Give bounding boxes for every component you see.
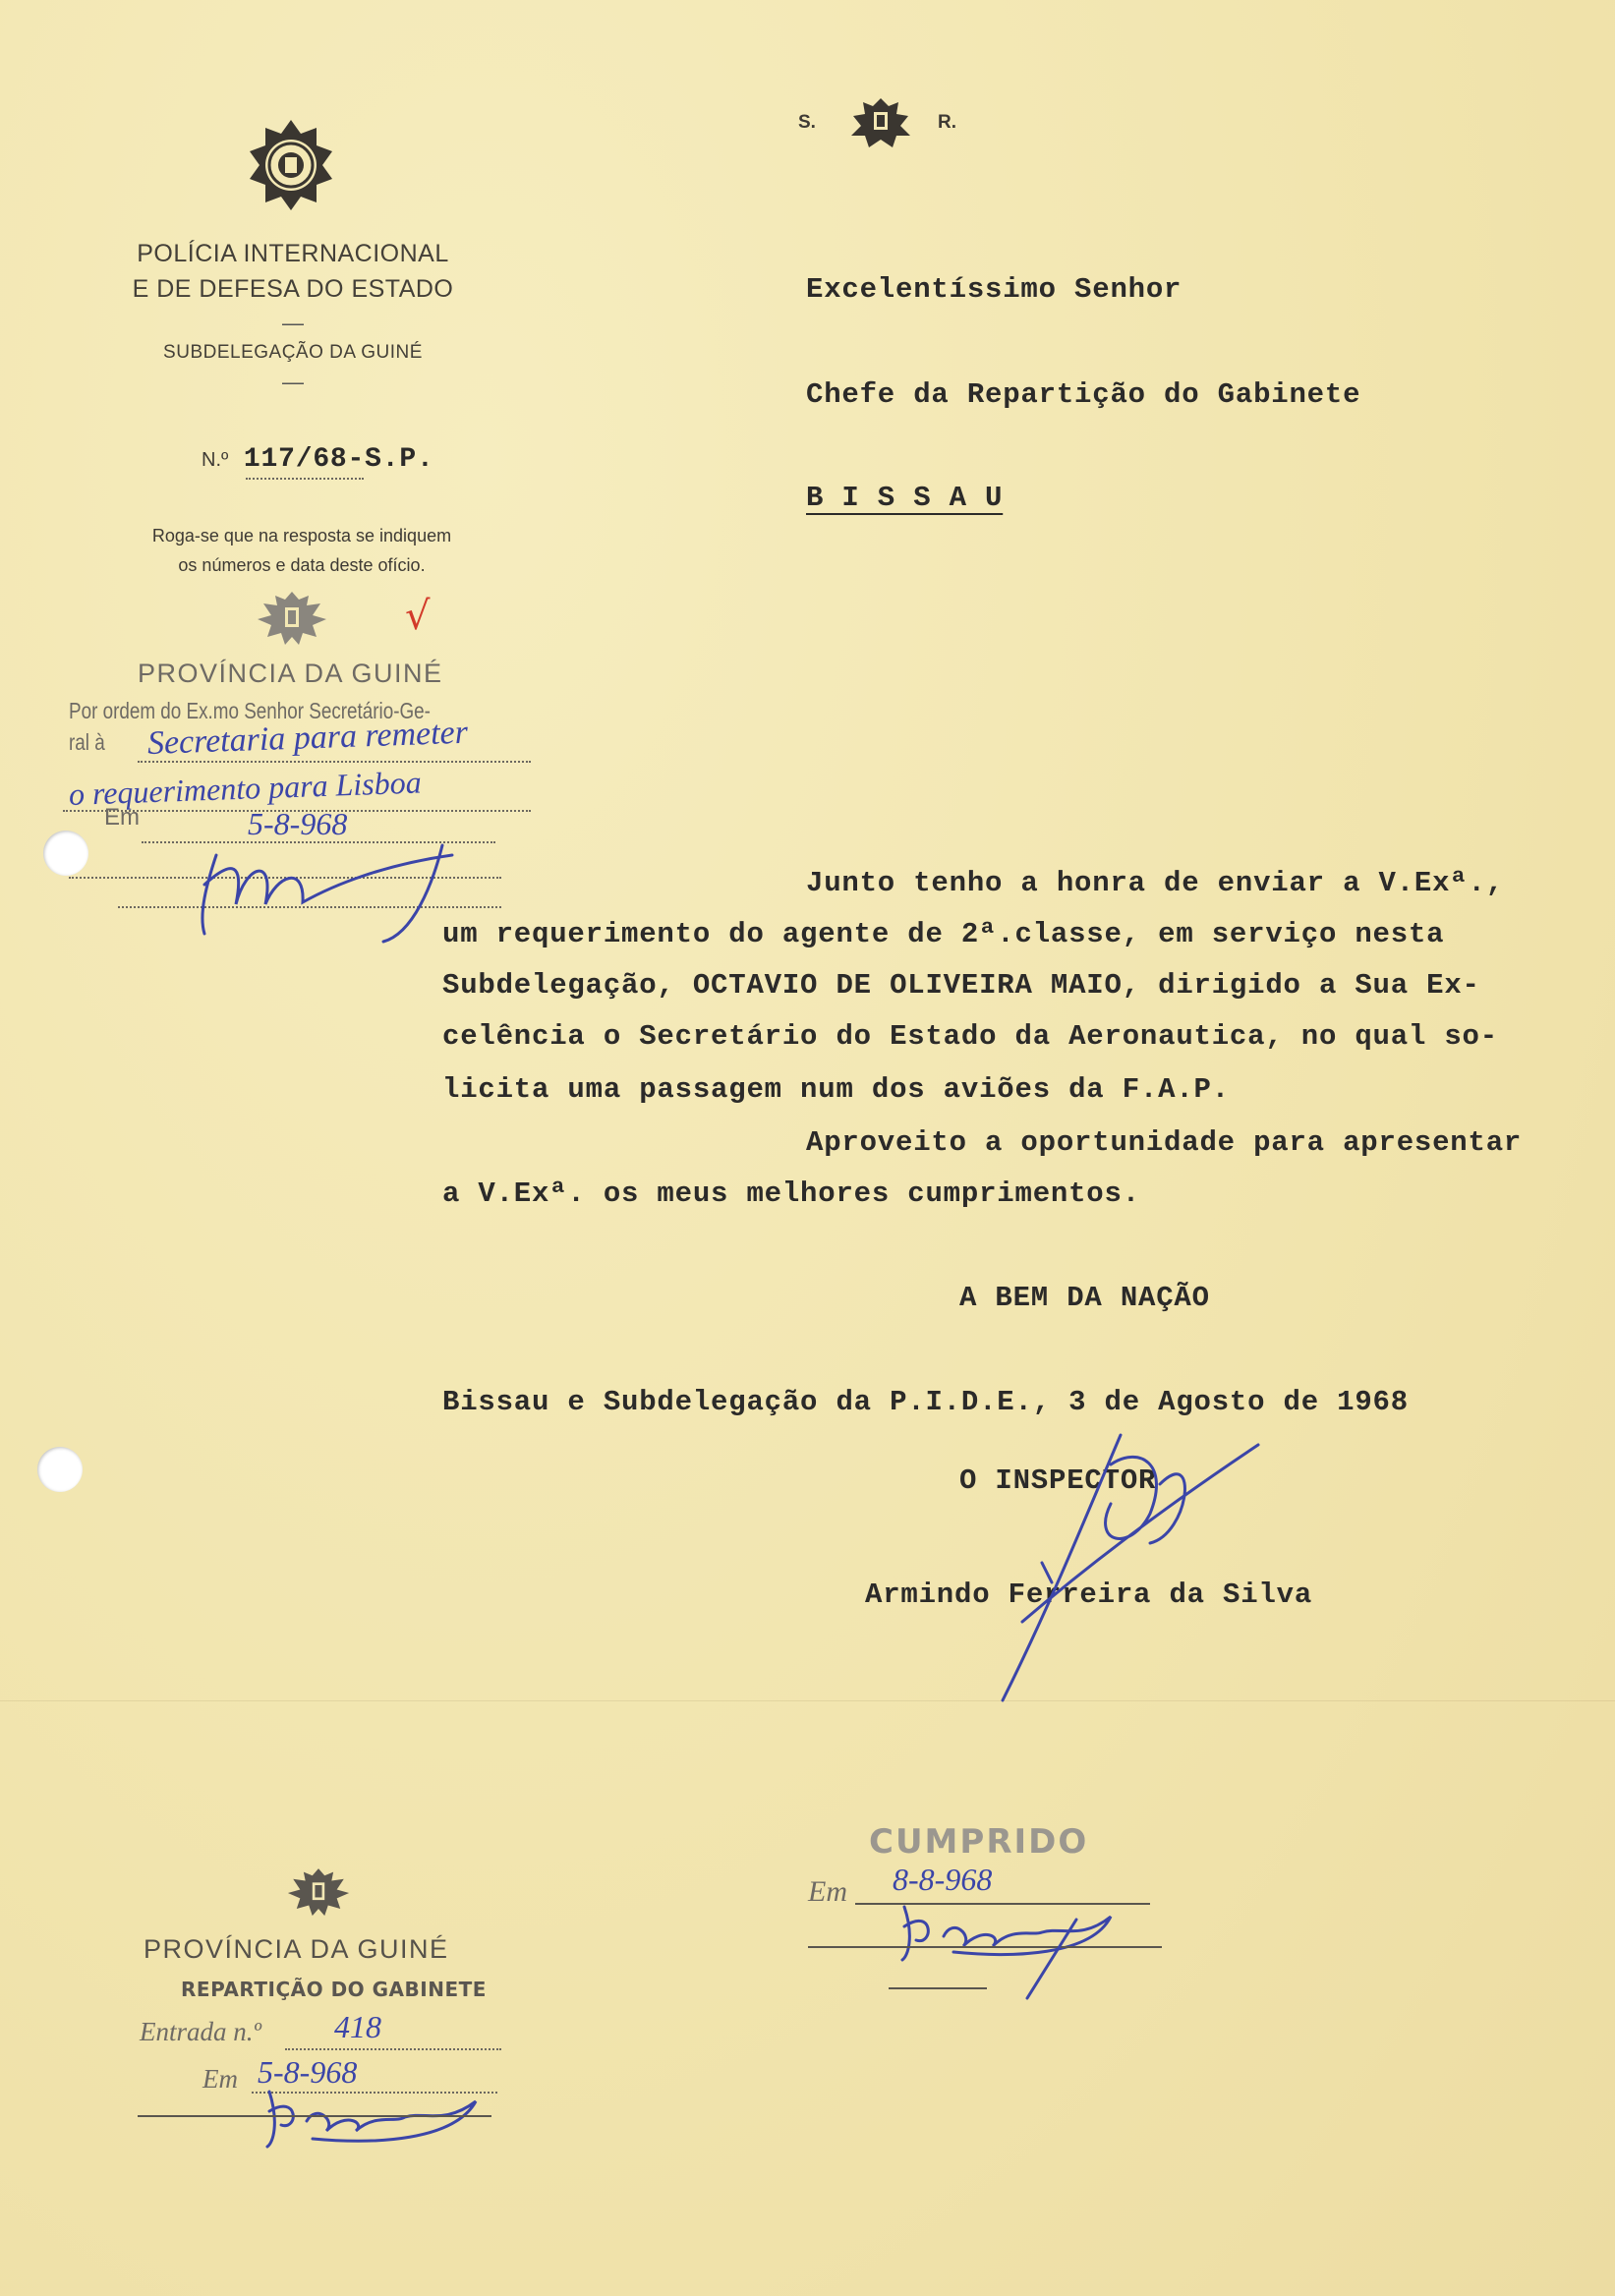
secretary-stamp-order-line2: ral à xyxy=(69,729,105,755)
gabinete-stamp-rule3 xyxy=(138,2115,491,2117)
divider: — xyxy=(282,311,304,335)
gabinete-stamp-entry-label: Entrada n.º xyxy=(140,2017,261,2046)
agency-name-line2: E DE DEFESA DO ESTADO xyxy=(132,275,454,303)
reference-number xyxy=(202,444,434,475)
gabinete-signature xyxy=(258,2084,493,2152)
cumprido-stamp-rule3 xyxy=(889,1987,987,1989)
secretary-stamp-handwritten-line1: Secretaria para remeter xyxy=(146,714,469,762)
closing-formula: A BEM DA NAÇÃO xyxy=(959,1282,1210,1314)
body-p1-line1: Junto tenho a honra de enviar a V.Exª., xyxy=(806,867,1504,899)
body-p2-line2: a V.Exª. os meus melhores cumprimentos. xyxy=(442,1177,1140,1210)
republic-arms-icon xyxy=(841,94,920,153)
cumprido-signature xyxy=(894,1897,1130,1966)
inspector-signature xyxy=(973,1425,1268,1720)
punch-hole-top xyxy=(43,831,88,876)
agency-name-line1: POLÍCIA INTERNACIONAL xyxy=(137,240,449,267)
top-mark xyxy=(798,94,965,153)
addressee-city: B I S S A U xyxy=(806,482,1004,514)
reference-number-dotted-line xyxy=(246,478,364,480)
reply-note xyxy=(90,521,513,580)
body-p2-line1: Aproveito a oportunidade para apresentar xyxy=(806,1126,1523,1159)
province-arms-icon xyxy=(248,588,336,651)
top-mark-right: R. xyxy=(938,112,956,133)
secretary-stamp-rule1 xyxy=(138,761,531,763)
cumprido-diagonal-stroke xyxy=(1022,1915,1081,2003)
province-arms-icon xyxy=(279,1864,358,1923)
gabinete-stamp-subtitle: REPARTIÇÃO DO GABINETE xyxy=(181,1978,487,2001)
gabinete-stamp-rule1 xyxy=(285,2048,501,2050)
reference-number-label: N.º xyxy=(202,449,229,471)
pide-emblem-icon xyxy=(244,118,338,212)
gabinete-stamp-title: PROVÍNCIA DA GUINÉ xyxy=(144,1934,449,1964)
cumprido-stamp-date-value: 8-8-968 xyxy=(893,1862,993,1897)
signer-name: Armindo Ferreira da Silva xyxy=(865,1578,1313,1611)
place-and-date: Bissau e Subdelegação da P.I.D.E., 3 de Agosto de 1968 xyxy=(442,1386,1409,1418)
reply-note-line1: Roga-se que na resposta se indiquem xyxy=(151,526,452,545)
check-mark: √ xyxy=(405,594,431,639)
body-p1-line2: um requerimento do agente de 2ª.classe, em serviço nesta xyxy=(442,918,1445,950)
punch-hole-bottom xyxy=(37,1447,83,1492)
secretary-stamp-order-line1: Por ordem do Ex.mo Senhor Secretário-Ge- xyxy=(69,698,431,723)
gabinete-stamp-date-label: Em xyxy=(202,2064,238,2094)
gabinete-stamp-date-value: 5-8-968 xyxy=(258,2054,358,2090)
letterhead xyxy=(106,236,480,393)
secretary-stamp-date-value: 5-8-968 xyxy=(248,806,348,841)
body-p1-line3: Subdelegação, OCTAVIO DE OLIVEIRA MAIO, dirigido a Sua Ex- xyxy=(442,969,1480,1002)
subdelegation-name: SUBDELEGAÇÃO DA GUINÉ xyxy=(163,342,423,363)
addressee-line1: Excelentíssimo Senhor xyxy=(806,273,1182,306)
secretary-stamp-handwritten-line2: o requerimento para Lisboa xyxy=(68,764,423,812)
cumprido-stamp-date-label: Em xyxy=(808,1875,847,1908)
divider: — xyxy=(282,370,304,394)
body-p1-line5: licita uma passagem num dos aviões da F.A.P. xyxy=(442,1073,1230,1106)
fold-line xyxy=(0,1700,1615,1701)
cumprido-stamp-title: CUMPRIDO xyxy=(869,1822,1089,1862)
reference-number-value: 117/68-S.P. xyxy=(243,444,434,475)
body-p1-line4: celência o Secretário do Estado da Aeronautica, no qual so- xyxy=(442,1020,1498,1053)
addressee-line2: Chefe da Repartição do Gabinete xyxy=(806,378,1361,411)
secretary-stamp-date-label: Em xyxy=(104,804,140,831)
signer-title: O INSPECTOR xyxy=(959,1464,1157,1497)
cumprido-stamp-rule2 xyxy=(808,1946,1162,1948)
top-mark-left: S. xyxy=(798,112,816,133)
reply-note-line2: os números e data deste ofício. xyxy=(178,555,426,575)
gabinete-stamp-entry-value: 418 xyxy=(334,2009,381,2044)
secretary-stamp-title: PROVÍNCIA DA GUINÉ xyxy=(138,659,443,688)
